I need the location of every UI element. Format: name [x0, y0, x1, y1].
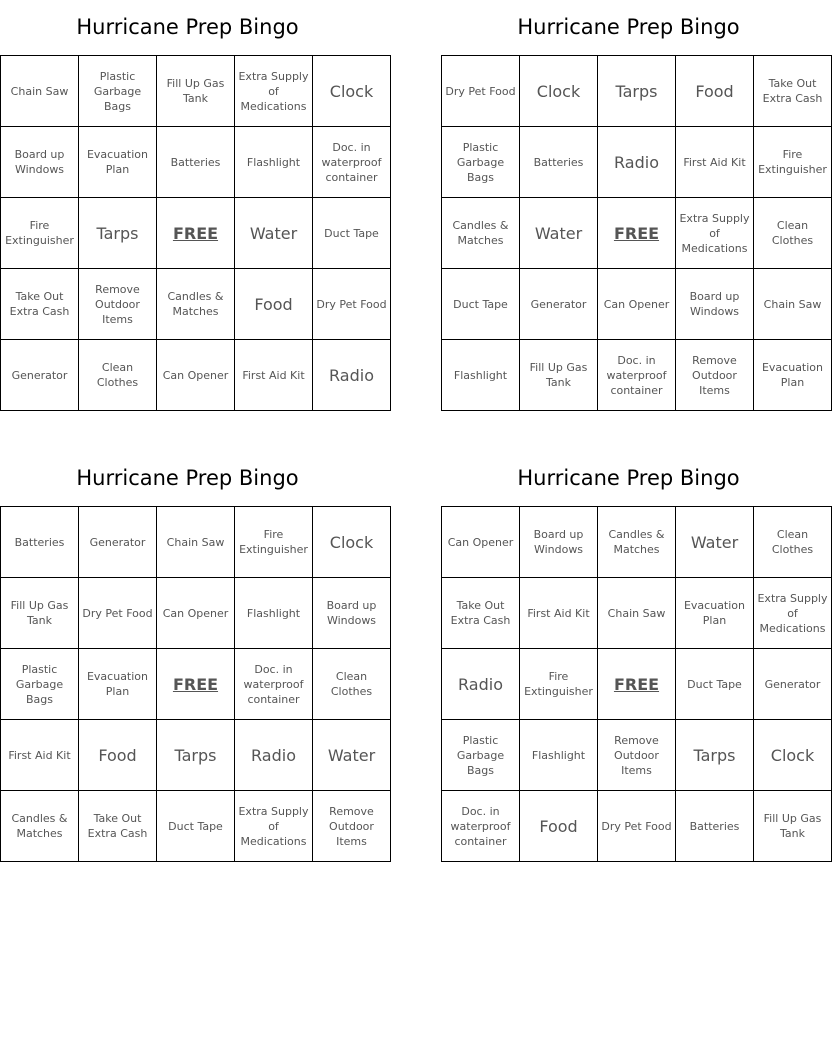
bingo-cell: Radio [313, 340, 391, 411]
bingo-row [1, 56, 391, 127]
bingo-cell: Tarps [157, 720, 235, 791]
bingo-cell: Board up Windows [1, 127, 79, 198]
bingo-row [1, 127, 391, 198]
bingo-cell: Evacuation Plan [754, 340, 832, 411]
bingo-cell: Fire Extinguisher [754, 127, 832, 198]
bingo-cell: Remove Outdoor Items [79, 269, 157, 340]
bingo-cell: Water [520, 198, 598, 269]
bingo-cell: Radio [442, 649, 520, 720]
bingo-cell: Generator [1, 340, 79, 411]
bingo-cell: Duct Tape [676, 649, 754, 720]
bingo-cell: Fill Up Gas Tank [754, 791, 832, 862]
bingo-cell: Board up Windows [676, 269, 754, 340]
bingo-cell: Fill Up Gas Tank [520, 340, 598, 411]
bingo-row [1, 791, 391, 862]
bingo-cell: Candles & Matches [1, 791, 79, 862]
bingo-row [442, 340, 832, 411]
bingo-row [442, 507, 832, 578]
bingo-cell: Candles & Matches [157, 269, 235, 340]
bingo-cell: Can Opener [598, 269, 676, 340]
bingo-cell: Water [235, 198, 313, 269]
bingo-cell: Flashlight [235, 127, 313, 198]
bingo-cell: Clock [520, 56, 598, 127]
bingo-cell: Remove Outdoor Items [598, 720, 676, 791]
free-space: FREE [598, 198, 676, 269]
bingo-row [442, 720, 832, 791]
bingo-cell: Flashlight [520, 720, 598, 791]
bingo-cell: Radio [598, 127, 676, 198]
bingo-cell: Remove Outdoor Items [676, 340, 754, 411]
bingo-cell: Water [313, 720, 391, 791]
bingo-cell: Remove Outdoor Items [313, 791, 391, 862]
bingo-cell: Extra Supply of Medications [235, 791, 313, 862]
bingo-cell: Evacuation Plan [79, 649, 157, 720]
bingo-cell: Plastic Garbage Bags [442, 127, 520, 198]
bingo-cell: Duct Tape [157, 791, 235, 862]
bingo-cell: Batteries [676, 791, 754, 862]
bingo-cell: Batteries [157, 127, 235, 198]
bingo-cell: Doc. in waterproof container [442, 791, 520, 862]
bingo-cell: Generator [754, 649, 832, 720]
bingo-cell: Take Out Extra Cash [79, 791, 157, 862]
bingo-cell: Chain Saw [754, 269, 832, 340]
bingo-grid [0, 506, 391, 862]
bingo-cell: Clock [754, 720, 832, 791]
bingo-row [442, 198, 832, 269]
bingo-cell: First Aid Kit [235, 340, 313, 411]
bingo-cell: Extra Supply of Medications [676, 198, 754, 269]
bingo-cell: Duct Tape [442, 269, 520, 340]
bingo-row [442, 649, 832, 720]
bingo-cell: Radio [235, 720, 313, 791]
bingo-cell: Take Out Extra Cash [754, 56, 832, 127]
bingo-cell: Water [676, 507, 754, 578]
bingo-cell: Take Out Extra Cash [1, 269, 79, 340]
bingo-cell: Fill Up Gas Tank [157, 56, 235, 127]
bingo-cell: Doc. in waterproof container [235, 649, 313, 720]
bingo-cell: Clean Clothes [754, 198, 832, 269]
bingo-cell: Chain Saw [1, 56, 79, 127]
bingo-cell: Candles & Matches [442, 198, 520, 269]
bingo-cell: Can Opener [442, 507, 520, 578]
bingo-cell: Dry Pet Food [442, 56, 520, 127]
bingo-cell: Flashlight [235, 578, 313, 649]
bingo-row [1, 340, 391, 411]
bingo-cell: Food [520, 791, 598, 862]
bingo-cell: Food [235, 269, 313, 340]
free-space: FREE [598, 649, 676, 720]
bingo-cell: Clean Clothes [754, 507, 832, 578]
bingo-row [1, 578, 391, 649]
bingo-cell: Clock [313, 56, 391, 127]
bingo-cell: Doc. in waterproof container [598, 340, 676, 411]
bingo-cell: Batteries [1, 507, 79, 578]
bingo-row [1, 720, 391, 791]
bingo-cell: Board up Windows [520, 507, 598, 578]
bingo-cell: Take Out Extra Cash [442, 578, 520, 649]
bingo-cell: Extra Supply of Medications [754, 578, 832, 649]
bingo-cell: Tarps [598, 56, 676, 127]
bingo-cell: Chain Saw [598, 578, 676, 649]
bingo-cell: First Aid Kit [520, 578, 598, 649]
card-title: Hurricane Prep Bingo [517, 15, 740, 39]
bingo-cell: Duct Tape [313, 198, 391, 269]
bingo-cell: Can Opener [157, 340, 235, 411]
bingo-row [442, 791, 832, 862]
free-space: FREE [157, 649, 235, 720]
bingo-row [1, 198, 391, 269]
bingo-cell: Clean Clothes [79, 340, 157, 411]
bingo-cell: Batteries [520, 127, 598, 198]
bingo-row [442, 578, 832, 649]
bingo-cell: Generator [79, 507, 157, 578]
bingo-cell: Extra Supply of Medications [235, 56, 313, 127]
bingo-cell: Dry Pet Food [79, 578, 157, 649]
bingo-grid [441, 506, 832, 862]
card-title: Hurricane Prep Bingo [517, 466, 740, 490]
bingo-cell: Candles & Matches [598, 507, 676, 578]
bingo-cell: Dry Pet Food [313, 269, 391, 340]
bingo-row [442, 56, 832, 127]
bingo-row [442, 127, 832, 198]
bingo-cell: Fire Extinguisher [235, 507, 313, 578]
bingo-cell: Food [676, 56, 754, 127]
bingo-cell: Fire Extinguisher [1, 198, 79, 269]
bingo-cell: Evacuation Plan [79, 127, 157, 198]
bingo-cell: Doc. in waterproof container [313, 127, 391, 198]
bingo-cell: Dry Pet Food [598, 791, 676, 862]
bingo-cell: Food [79, 720, 157, 791]
bingo-cell: First Aid Kit [1, 720, 79, 791]
bingo-cell: Fire Extinguisher [520, 649, 598, 720]
bingo-row [1, 507, 391, 578]
bingo-grid [441, 55, 832, 411]
bingo-row [1, 269, 391, 340]
bingo-cell: Plastic Garbage Bags [442, 720, 520, 791]
free-space: FREE [157, 198, 235, 269]
card-title: Hurricane Prep Bingo [76, 15, 299, 39]
bingo-cell: Clean Clothes [313, 649, 391, 720]
bingo-cell: Plastic Garbage Bags [79, 56, 157, 127]
bingo-cell: Chain Saw [157, 507, 235, 578]
bingo-cell: Evacuation Plan [676, 578, 754, 649]
card-title: Hurricane Prep Bingo [76, 466, 299, 490]
bingo-cell: First Aid Kit [676, 127, 754, 198]
bingo-cell: Plastic Garbage Bags [1, 649, 79, 720]
bingo-cell: Fill Up Gas Tank [1, 578, 79, 649]
bingo-grid [0, 55, 391, 411]
bingo-cell: Clock [313, 507, 391, 578]
bingo-cell: Can Opener [157, 578, 235, 649]
bingo-cell: Tarps [79, 198, 157, 269]
bingo-cell: Generator [520, 269, 598, 340]
bingo-row [1, 649, 391, 720]
bingo-cell: Tarps [676, 720, 754, 791]
bingo-cell: Board up Windows [313, 578, 391, 649]
bingo-cell: Flashlight [442, 340, 520, 411]
bingo-row [442, 269, 832, 340]
